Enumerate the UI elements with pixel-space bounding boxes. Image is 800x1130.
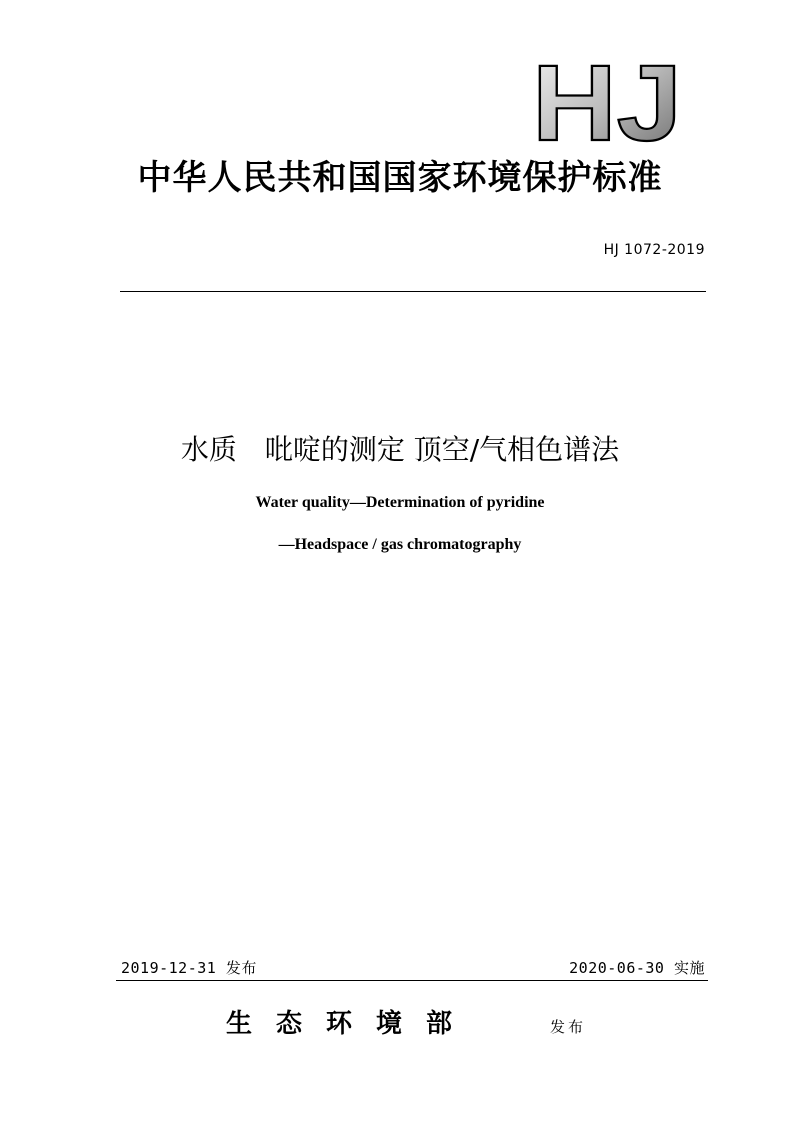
english-title-line1: Water quality—Determination of pyridine xyxy=(255,494,545,511)
standard-number: HJ 1072-2019 xyxy=(603,242,705,258)
english-title-line2: —Headspace / gas chromatography xyxy=(278,536,522,553)
publish-label: 发布 xyxy=(550,1018,587,1036)
implementation-date: 2020-06-30 实施 xyxy=(569,959,705,977)
issue-date: 2019-12-31 发布 xyxy=(121,959,257,977)
publisher-name: 生态环境部 xyxy=(226,1009,477,1039)
header-divider xyxy=(120,291,706,292)
footer-divider xyxy=(116,980,708,981)
hj-logo-text: HJ xyxy=(532,60,682,144)
hj-logo xyxy=(532,60,692,144)
chinese-title: 水质 吡啶的测定 顶空/气相色谱法 xyxy=(180,433,620,466)
standard-title: 中华人民共和国国家环境保护标准 xyxy=(137,158,663,198)
